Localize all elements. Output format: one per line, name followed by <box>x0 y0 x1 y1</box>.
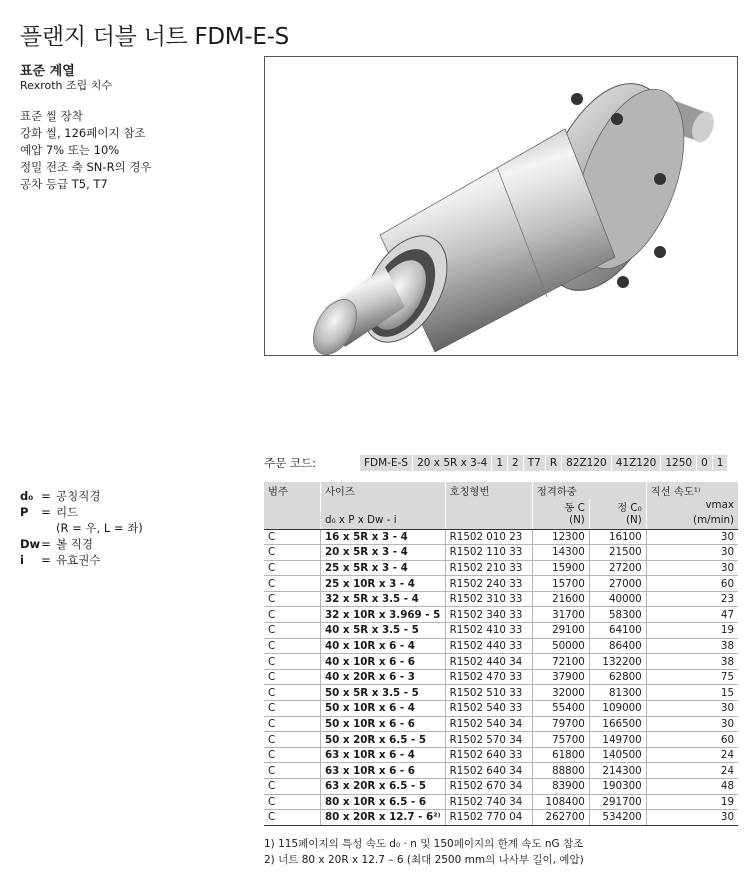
cell-size: 63 x 10R x 6 - 4 <box>320 747 445 763</box>
cell-static-load: 81300 <box>589 685 646 701</box>
cell-category: C <box>264 576 320 592</box>
cell-category: C <box>264 545 320 561</box>
symbol-legend <box>20 488 143 568</box>
table-row <box>264 747 738 763</box>
cell-size: 63 x 20R x 6.5 - 5 <box>320 779 445 795</box>
table-row <box>264 732 738 748</box>
legend-equals: = <box>41 505 51 519</box>
cell-dynamic-load: 55400 <box>532 701 589 717</box>
cell-vmax: 15 <box>646 685 738 701</box>
cell-part-no: R1502 440 33 <box>445 638 532 654</box>
cell-size: 50 x 10R x 6 - 4 <box>320 701 445 717</box>
cell-static-load: 21500 <box>589 545 646 561</box>
cell-static-load: 149700 <box>589 732 646 748</box>
legend-text: 볼 직경 <box>56 537 93 551</box>
cell-static-load: 140500 <box>589 747 646 763</box>
legend-equals: = <box>41 553 51 567</box>
cell-size: 63 x 10R x 6 - 6 <box>320 763 445 779</box>
cell-size: 50 x 10R x 6 - 6 <box>320 716 445 732</box>
cell-dynamic-load: 79700 <box>532 716 589 732</box>
cell-category: C <box>264 623 320 639</box>
cell-dynamic-load: 31700 <box>532 607 589 623</box>
cell-size: 80 x 20R x 12.7 - 6²⁾ <box>320 810 445 826</box>
cell-static-load: 291700 <box>589 794 646 810</box>
table-row <box>264 576 738 592</box>
header-size: 사이즈 <box>320 482 445 499</box>
cell-category: C <box>264 685 320 701</box>
cell-vmax: 38 <box>646 654 738 670</box>
cell-static-load: 132200 <box>589 654 646 670</box>
header-unit-n: (N) <box>532 514 589 529</box>
legend-symbol <box>20 520 36 536</box>
cell-vmax: 60 <box>646 576 738 592</box>
section-subtitle: 표준 계열 <box>20 64 75 79</box>
cell-size: 50 x 20R x 6.5 - 5 <box>320 732 445 748</box>
cell-vmax: 47 <box>646 607 738 623</box>
cell-category: C <box>264 591 320 607</box>
note-line: 강화 씰, 126페이지 참조 <box>20 126 146 140</box>
note-line: 예압 7% 또는 10% <box>20 143 120 157</box>
cell-part-no: R1502 670 34 <box>445 779 532 795</box>
cell-part-no: R1502 770 04 <box>445 810 532 826</box>
order-code-part: 41Z120 <box>612 455 662 471</box>
cell-static-load: 27000 <box>589 576 646 592</box>
cell-part-no: R1502 510 33 <box>445 685 532 701</box>
legend-text: 공칭직경 <box>56 489 101 503</box>
cell-static-load: 64100 <box>589 623 646 639</box>
table-row <box>264 623 738 639</box>
order-code <box>264 455 727 471</box>
table-row <box>264 529 738 545</box>
cell-dynamic-load: 61800 <box>532 747 589 763</box>
table-row <box>264 638 738 654</box>
note-line: 정밀 전조 축 SN-R의 경우 <box>20 160 152 174</box>
cell-category: C <box>264 779 320 795</box>
cell-vmax: 19 <box>646 794 738 810</box>
footnote: 2) 너트 80 x 20R x 12.7 – 6 (최대 2500 mm의 나사부 길이, 예압) <box>264 854 584 866</box>
legend-symbol: d₀ <box>20 489 34 503</box>
cell-part-no: R1502 640 34 <box>445 763 532 779</box>
cell-dynamic-load: 37900 <box>532 669 589 685</box>
table-row <box>264 701 738 717</box>
table-row <box>264 716 738 732</box>
header-category: 범주 <box>264 482 320 499</box>
legend-row <box>20 536 143 552</box>
table-row <box>264 794 738 810</box>
header-size-formula: d₀ x P x Dw - i <box>320 514 445 529</box>
cell-category: C <box>264 701 320 717</box>
table-row <box>264 669 738 685</box>
table-row <box>264 763 738 779</box>
header-vmax: vmax <box>646 499 738 514</box>
cell-vmax: 30 <box>646 810 738 826</box>
cell-category: C <box>264 669 320 685</box>
order-code-parts <box>360 455 727 471</box>
legend-equals: = <box>41 537 51 551</box>
cell-vmax: 30 <box>646 529 738 545</box>
cell-static-load: 534200 <box>589 810 646 826</box>
cell-part-no: R1502 440 34 <box>445 654 532 670</box>
cell-category: C <box>264 560 320 576</box>
cell-dynamic-load: 21600 <box>532 591 589 607</box>
legend-text: (R = 우, L = 좌) <box>56 521 143 535</box>
order-code-part: R <box>546 455 562 471</box>
header-part-no: 호칭형번 <box>445 482 532 499</box>
header-dynamic: 동 C <box>532 499 589 514</box>
header-load: 정격하중 <box>532 482 646 499</box>
cell-size: 16 x 5R x 3 - 4 <box>320 529 445 545</box>
cell-category: C <box>264 747 320 763</box>
legend-symbol: P <box>20 505 29 519</box>
legend-symbol: Dw <box>20 537 41 551</box>
header-speed: 직선 속도¹⁾ <box>646 482 738 499</box>
cell-category: C <box>264 716 320 732</box>
product-photo <box>264 56 738 356</box>
table-row <box>264 810 738 826</box>
cell-part-no: R1502 740 34 <box>445 794 532 810</box>
legend-row <box>20 504 143 520</box>
cell-category: C <box>264 810 320 826</box>
cell-static-load: 166500 <box>589 716 646 732</box>
legend-text: 유효권수 <box>56 553 101 567</box>
cell-static-load: 109000 <box>589 701 646 717</box>
cell-dynamic-load: 15700 <box>532 576 589 592</box>
order-code-part: 82Z120 <box>562 455 612 471</box>
legend-symbol: i <box>20 553 24 567</box>
cell-category: C <box>264 638 320 654</box>
cell-size: 40 x 5R x 3.5 - 5 <box>320 623 445 639</box>
cell-vmax: 23 <box>646 591 738 607</box>
order-code-part: 2 <box>508 455 524 471</box>
cell-part-no: R1502 210 33 <box>445 560 532 576</box>
cell-static-load: 190300 <box>589 779 646 795</box>
cell-static-load: 214300 <box>589 763 646 779</box>
legend-row <box>20 552 143 568</box>
cell-size: 50 x 5R x 3.5 - 5 <box>320 685 445 701</box>
cell-category: C <box>264 607 320 623</box>
note-line: 표준 씰 장착 <box>20 109 83 123</box>
order-code-part: 1 <box>716 457 724 469</box>
cell-part-no: R1502 410 33 <box>445 623 532 639</box>
cell-dynamic-load: 32000 <box>532 685 589 701</box>
header-static: 정 C₀ <box>589 499 646 514</box>
order-code-label: 주문 코드: <box>264 456 316 470</box>
cell-category: C <box>264 654 320 670</box>
order-code-part: 1250 <box>661 455 697 471</box>
table-row <box>264 545 738 561</box>
cell-dynamic-load: 88800 <box>532 763 589 779</box>
cell-size: 25 x 10R x 3 - 4 <box>320 576 445 592</box>
header-unit-speed: (m/min) <box>646 514 738 529</box>
order-code-part: T7 <box>524 455 546 471</box>
cell-dynamic-load: 50000 <box>532 638 589 654</box>
table-row <box>264 654 738 670</box>
specification-table <box>264 482 738 826</box>
cell-static-load: 16100 <box>589 529 646 545</box>
table-row <box>264 560 738 576</box>
cell-static-load: 58300 <box>589 607 646 623</box>
legend-equals: = <box>41 489 51 503</box>
cell-part-no: R1502 110 33 <box>445 545 532 561</box>
cell-vmax: 24 <box>646 763 738 779</box>
cell-size: 80 x 10R x 6.5 - 6 <box>320 794 445 810</box>
cell-vmax: 19 <box>646 623 738 639</box>
legend-row <box>20 488 143 504</box>
cell-vmax: 30 <box>646 545 738 561</box>
section-subtitle-secondary: Rexroth 조립 치수 <box>20 79 113 92</box>
cell-vmax: 30 <box>646 701 738 717</box>
cell-size: 32 x 5R x 3.5 - 4 <box>320 591 445 607</box>
legend-text: 리드 <box>56 505 79 519</box>
footnotes <box>264 836 584 868</box>
order-code-part: FDM-E-S <box>360 455 413 471</box>
cell-part-no: R1502 570 34 <box>445 732 532 748</box>
cell-vmax: 60 <box>646 732 738 748</box>
footnote: 1) 115페이지의 특성 속도 d₀ · n 및 150페이지의 한계 속도 nG 참조 <box>264 838 584 850</box>
cell-category: C <box>264 763 320 779</box>
page-title: 플랜지 더블 너트 FDM-E-S <box>20 24 289 50</box>
cell-static-load: 40000 <box>589 591 646 607</box>
cell-dynamic-load: 15900 <box>532 560 589 576</box>
cell-vmax: 30 <box>646 716 738 732</box>
cell-dynamic-load: 12300 <box>532 529 589 545</box>
cell-static-load: 27200 <box>589 560 646 576</box>
cell-vmax: 24 <box>646 747 738 763</box>
table-row <box>264 607 738 623</box>
header-unit-n: (N) <box>589 514 646 529</box>
cell-static-load: 62800 <box>589 669 646 685</box>
order-code-part: 20 x 5R x 3-4 <box>413 455 492 471</box>
cell-dynamic-load: 262700 <box>532 810 589 826</box>
order-code-part: 1 <box>492 455 508 471</box>
cell-vmax: 75 <box>646 669 738 685</box>
cell-size: 40 x 10R x 6 - 4 <box>320 638 445 654</box>
note-line: 공차 등급 T5, T7 <box>20 177 108 191</box>
cell-size: 25 x 5R x 3 - 4 <box>320 560 445 576</box>
cell-size: 20 x 5R x 3 - 4 <box>320 545 445 561</box>
cell-size: 32 x 10R x 3.969 - 5 <box>320 607 445 623</box>
cell-part-no: R1502 310 33 <box>445 591 532 607</box>
cell-vmax: 38 <box>646 638 738 654</box>
feature-notes <box>20 108 152 193</box>
order-code-part: 0 <box>697 455 713 471</box>
cell-category: C <box>264 529 320 545</box>
cell-category: C <box>264 732 320 748</box>
nut-illustration <box>304 66 717 355</box>
cell-part-no: R1502 540 33 <box>445 701 532 717</box>
cell-part-no: R1502 640 33 <box>445 747 532 763</box>
cell-dynamic-load: 29100 <box>532 623 589 639</box>
cell-dynamic-load: 72100 <box>532 654 589 670</box>
cell-static-load: 86400 <box>589 638 646 654</box>
cell-dynamic-load: 108400 <box>532 794 589 810</box>
cell-part-no: R1502 340 33 <box>445 607 532 623</box>
cell-vmax: 30 <box>646 560 738 576</box>
table-row <box>264 779 738 795</box>
cell-size: 40 x 20R x 6 - 3 <box>320 669 445 685</box>
legend-row <box>20 520 143 536</box>
cell-size: 40 x 10R x 6 - 6 <box>320 654 445 670</box>
cell-dynamic-load: 83900 <box>532 779 589 795</box>
table-row <box>264 591 738 607</box>
cell-part-no: R1502 010 23 <box>445 529 532 545</box>
cell-dynamic-load: 14300 <box>532 545 589 561</box>
cell-dynamic-load: 75700 <box>532 732 589 748</box>
cell-vmax: 48 <box>646 779 738 795</box>
cell-category: C <box>264 794 320 810</box>
cell-part-no: R1502 470 33 <box>445 669 532 685</box>
table-row <box>264 685 738 701</box>
cell-part-no: R1502 540 34 <box>445 716 532 732</box>
cell-part-no: R1502 240 33 <box>445 576 532 592</box>
